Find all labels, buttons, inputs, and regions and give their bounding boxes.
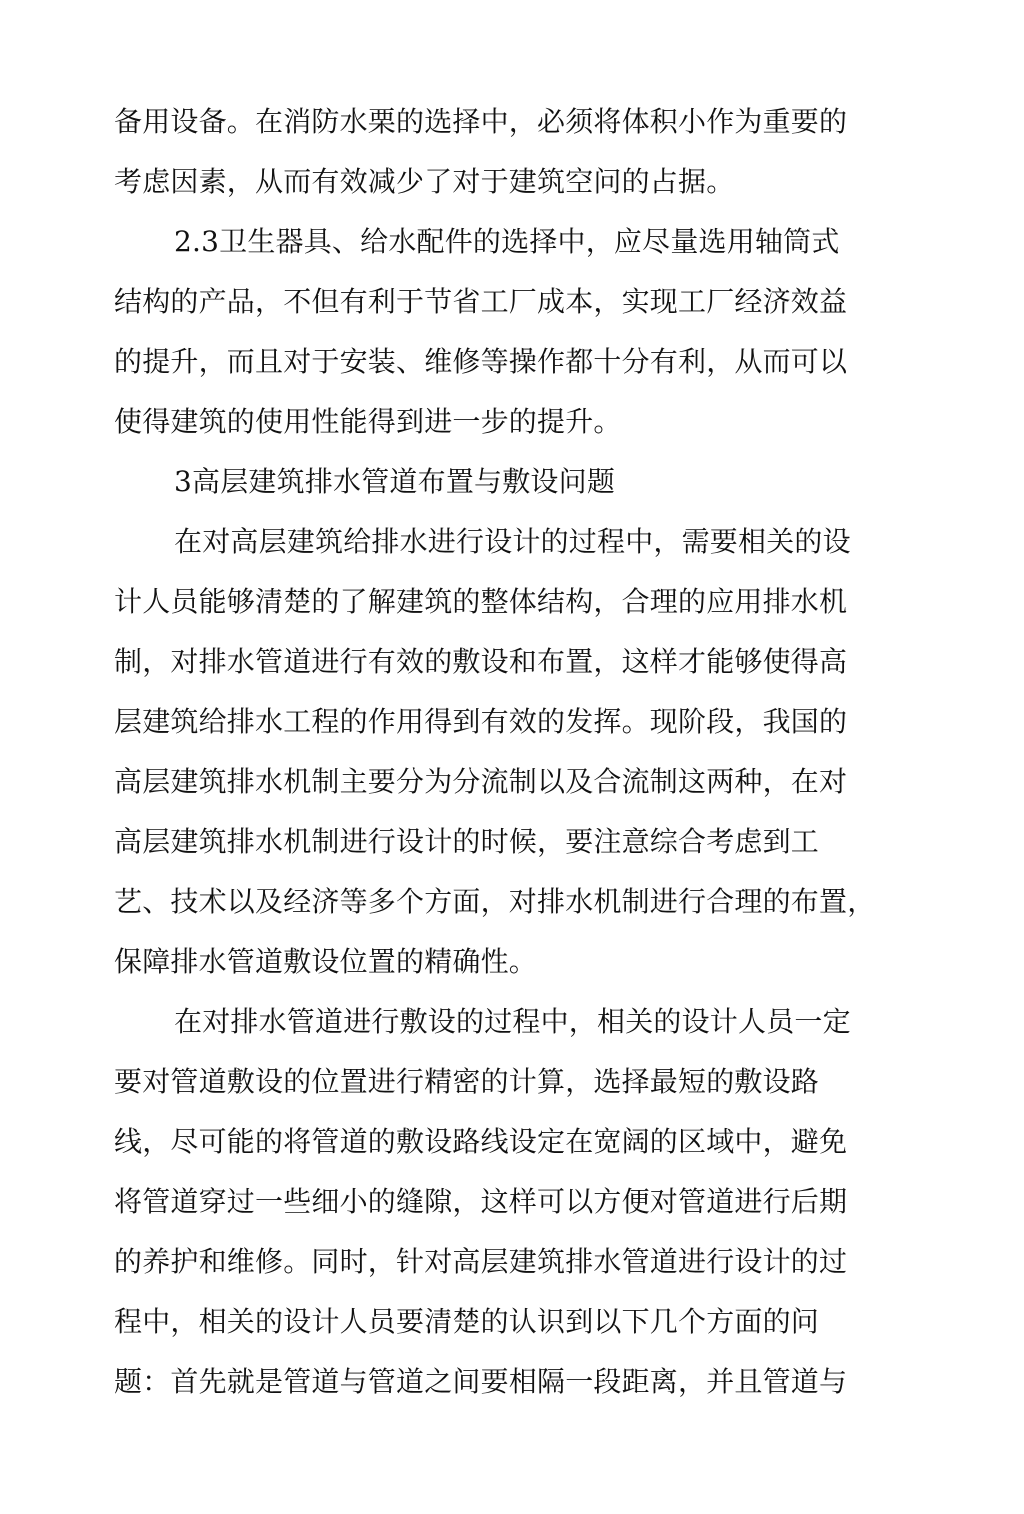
text-line: 保障排水管道敷设位置的精确性。 (114, 945, 538, 978)
text-line: 艺、技术以及经济等多个方面，对排水机制进行合理的布置， (114, 885, 876, 918)
text-line: 高层建筑排水机制主要分为分流制以及合流制这两种，在对 (114, 765, 848, 798)
paragraph-start-line: 2.3卫生器具、给水配件的选择中，应尽量选用轴筒式 (174, 225, 840, 258)
text-line: 制，对排水管道进行有效的敷设和布置，这样才能够使得高 (114, 645, 848, 678)
paragraph-start-line: 在对高层建筑给排水进行设计的过程中，需要相关的设 (174, 525, 851, 558)
paragraph-start-line: 在对排水管道进行敷设的过程中，相关的设计人员一定 (174, 1005, 851, 1038)
text-line: 线，尽可能的将管道的敷设路线设定在宽阔的区域中，避免 (114, 1125, 848, 1158)
text-line: 考虑因素，从而有效减少了对于建筑空问的占据。 (114, 165, 735, 198)
text-line: 将管道穿过一些细小的缝隙，这样可以方便对管道进行后期 (114, 1185, 848, 1218)
text-line: 要对管道敷设的位置进行精密的计算，选择最短的敷设路 (114, 1065, 820, 1098)
text-line: 计人员能够清楚的了解建筑的整体结构，合理的应用排水机 (114, 585, 848, 618)
text-line: 备用设备。在消防水栗的选择中，必须将体积小作为重要的 (114, 105, 848, 138)
text-line: 程中，相关的设计人员要清楚的认识到以下几个方面的问 (114, 1305, 820, 1338)
text-line: 结构的产品，不但有利于节省工厂成本，实现工厂经济效益 (114, 285, 848, 318)
text-line: 层建筑给排水工程的作用得到有效的发挥。现阶段，我国的 (114, 705, 848, 738)
text-line: 的提升，而且对于安装、维修等操作都十分有利，从而可以 (114, 345, 848, 378)
text-line: 使得建筑的使用性能得到进一步的提升。 (114, 405, 622, 438)
text-line: 的养护和维修。同时，针对高层建筑排水管道进行设计的过 (114, 1245, 848, 1278)
section-heading: 3高层建筑排水管道布置与敷设问题 (174, 465, 616, 498)
text-line: 题：首先就是管道与管道之间要相隔一段距离，并且管道与 (114, 1365, 848, 1398)
text-line: 高层建筑排水机制进行设计的时候，要注意综合考虑到工 (114, 825, 820, 858)
